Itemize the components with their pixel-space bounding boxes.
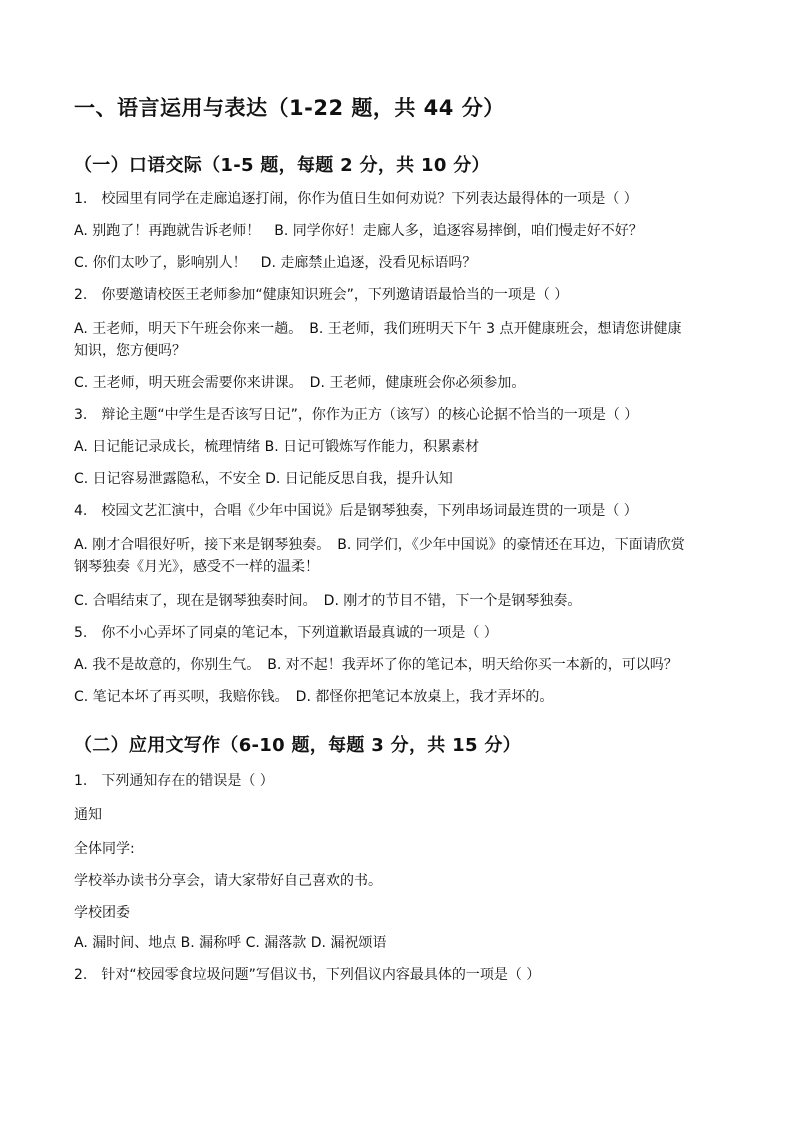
question-3-options-cd: C. 日记容易泄露隐私，不安全 D. 日记能反思自我，提升认知 [74, 471, 453, 487]
question-3: 3. 辩论主题“中学生是否该写日记”，你作为正方（该写）的核心论据不恰当的一项是（ ） [74, 407, 639, 423]
question-4-options-ab-cont: 钢琴独奏《月光》，感受不一样的温柔！ [74, 559, 319, 575]
question-1: 1. 校园里有同学在走廊追逐打闹，你作为值日生如何劝说？下列表达最得体的一项是（ ） [74, 191, 638, 207]
question-2-options-ab-cont: 知识，您方便吗？ [74, 343, 186, 359]
question-5-options-cd: C. 笔记本坏了再买呗，我赔你钱。 D. 都怪你把笔记本放桌上，我才弄坏的。 [74, 689, 554, 705]
question-1-options-cd: C. 你们太吵了，影响别人！ D. 走廊禁止追逐，没看见标语吗？ [74, 255, 477, 271]
notice-title: 通知 [74, 807, 102, 823]
question-1-options-ab: A. 别跑了！再跑就告诉老师！ B. 同学你好！走廊人多，追逐容易摔倒，咱们慢走好不好？ [74, 223, 643, 239]
writing-question-1: 1. 下列通知存在的错误是（ ） [74, 773, 274, 789]
question-4-options-cd: C. 合唱结束了，现在是钢琴独奏时间。 D. 刚才的节目不错，下一个是钢琴独奏。 [74, 593, 582, 609]
part2-title: （二）应用文写作（6-10 题，每题 3 分，共 15 分） [74, 735, 521, 756]
question-2-options-ab: A. 王老师，明天下午班会你来一趟。 B. 王老师，我们班明天下午 3 点开健康班会，想请您讲健康 [74, 321, 682, 337]
section-title: 一、语言运用与表达（1-22 题，共 44 分） [74, 96, 505, 120]
notice-salutation: 全体同学: [74, 841, 135, 857]
writing-question-1-options: A. 漏时间、地点 B. 漏称呼 C. 漏落款 D. 漏祝颂语 [74, 935, 387, 951]
question-4-options-ab: A. 刚才合唱很好听，接下来是钢琴独奏。 B. 同学们，《少年中国说》的豪情还在耳边，下面请欣赏 [74, 537, 685, 553]
notice-signature: 学校团委 [74, 905, 130, 921]
part1-title: （一）口语交际（1-5 题，每题 2 分，共 10 分） [74, 155, 490, 176]
question-4: 4. 校园文艺汇演中，合唱《少年中国说》后是钢琴独奏，下列串场词最连贯的一项是（ ） [74, 503, 638, 519]
question-2-options-cd: C. 王老师，明天班会需要你来讲课。 D. 王老师，健康班会你必须参加。 [74, 375, 526, 391]
question-5-options-ab: A. 我不是故意的，你别生气。 B. 对不起！我弄坏了你的笔记本，明天给你买一本新的，可以吗？ [74, 657, 678, 673]
question-5: 5. 你不小心弄坏了同桌的笔记本，下列道歉语最真诚的一项是（ ） [74, 625, 498, 641]
question-2: 2. 你要邀请校医王老师参加“健康知识班会”，下列邀请语最恰当的一项是（ ） [74, 287, 569, 303]
question-3-options-ab: A. 日记能记录成长，梳理情绪 B. 日记可锻炼写作能力，积累素材 [74, 439, 480, 455]
writing-question-2: 2. 针对“校园零食垃圾问题”写倡议书，下列倡议内容最具体的一项是（ ） [74, 967, 541, 983]
notice-body: 学校举办读书分享会，请大家带好自己喜欢的书。 [74, 873, 382, 889]
